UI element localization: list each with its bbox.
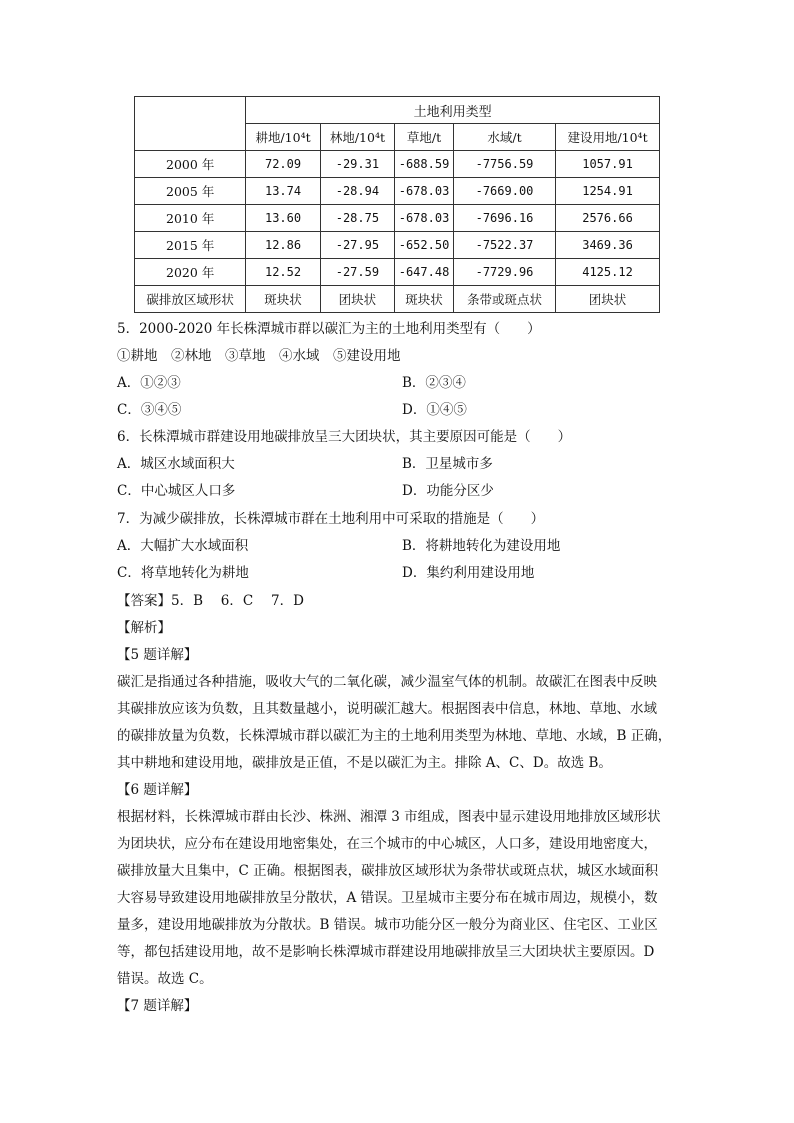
carbon-emission-table	[134, 96, 660, 313]
table-cell: -7669.00	[453, 178, 555, 205]
table-row	[135, 259, 660, 286]
paragraph-line: 等，都包括建设用地，故不是影响长株潭城市群建设用地碳排放呈三大团块状主要原因。D	[117, 944, 655, 960]
table-cell: 斑块状	[246, 286, 320, 313]
column-header: 草地/t	[395, 124, 454, 151]
detail-5-paragraph	[117, 669, 687, 1020]
table-cell: -28.94	[320, 178, 394, 205]
question-6	[117, 424, 687, 505]
table-cell: 条带或斑点状	[453, 286, 555, 313]
column-header: 林地/10⁴t	[320, 124, 394, 151]
table-cell: -7522.37	[453, 232, 555, 259]
question-stem: 6．长株潭城市群建设用地碳排放呈三大团块状，其主要原因可能是（ ）	[117, 429, 572, 445]
option-a[interactable]: A．城区水域面积大	[117, 456, 235, 472]
detail-7-label: 【7 题详解】	[117, 998, 198, 1014]
detail-5-label: 【5 题详解】	[117, 647, 198, 663]
option-c[interactable]: C．③④⑤	[117, 402, 182, 418]
option-c[interactable]: C．将草地转化为耕地	[117, 565, 249, 581]
question-items: ①耕地 ②林地 ③草地 ④水域 ⑤建设用地	[117, 348, 401, 364]
table-cell: -7729.96	[453, 259, 555, 286]
table-cell: -678.03	[395, 205, 454, 232]
table-row	[135, 232, 660, 259]
table-cell: -647.48	[395, 259, 454, 286]
question-5	[117, 316, 687, 424]
column-header: 建设用地/10⁴t	[556, 124, 660, 151]
option-b[interactable]: B．卫星城市多	[402, 456, 493, 472]
row-label: 2010 年	[135, 205, 246, 232]
row-label: 2015 年	[135, 232, 246, 259]
table-cell: -7696.16	[453, 205, 555, 232]
table-cell: 12.86	[246, 232, 320, 259]
table-cell: 2576.66	[556, 205, 660, 232]
answer-line: 【答案】5．B 6．C 7．D	[117, 593, 304, 609]
option-a[interactable]: A．大幅扩大水域面积	[117, 538, 249, 554]
option-b[interactable]: B．②③④	[402, 375, 466, 391]
paragraph-line: 碳汇是指通过各种措施，吸收大气的二氧化碳，减少温室气体的机制。故碳汇在图表中反映	[117, 674, 657, 690]
paragraph-line: 的碳排放量为负数，长株潭城市群以碳汇为主的土地利用类型为林地、草地、水域，B 正确，	[117, 728, 672, 744]
row-label: 2020 年	[135, 259, 246, 286]
paragraph-line: 错误。故选 C。	[117, 971, 213, 987]
row-label: 2000 年	[135, 151, 246, 178]
option-d[interactable]: D．功能分区少	[402, 483, 494, 499]
paragraph-line: 其碳排放应该为负数，且其数量越小，说明碳汇越大。根据图表中信息，林地、草地、水域	[117, 701, 657, 717]
paragraph-line: 其中耕地和建设用地，碳排放是正值，不是以碳汇为主。排除 A、C、D。故选 B。	[117, 755, 612, 771]
table-cell: -28.75	[320, 205, 394, 232]
table-cell: -7756.59	[453, 151, 555, 178]
option-c[interactable]: C．中心城区人口多	[117, 483, 236, 499]
table-cell: -29.31	[320, 151, 394, 178]
question-stem: 7．为减少碳排放，长株潭城市群在土地利用中可采取的措施是（ ）	[117, 511, 545, 527]
option-d[interactable]: D．集约利用建设用地	[402, 565, 535, 581]
table-cell: 72.09	[246, 151, 320, 178]
column-header: 水域/t	[453, 124, 555, 151]
row-label: 碳排放区域形状	[135, 286, 246, 313]
table-cell: -688.59	[395, 151, 454, 178]
table-group-header: 土地利用类型	[246, 97, 660, 124]
table-cell: -652.50	[395, 232, 454, 259]
paragraph-line: 为团块状，应分布在建设用地密集处，在三个城市的中心城区，人口多，建设用地密度大，	[117, 836, 657, 852]
option-b[interactable]: B．将耕地转化为建设用地	[402, 538, 561, 554]
question-7	[117, 506, 687, 587]
table-cell: 1254.91	[556, 178, 660, 205]
table-cell: -27.95	[320, 232, 394, 259]
table-cell: 团块状	[556, 286, 660, 313]
analysis-label: 【解析】	[117, 620, 171, 636]
table-row-shape	[135, 286, 660, 313]
paragraph-line: 大容易导致建设用地碳排放呈分散状，A 错误。卫星城市主要分布在城市周边，规模小，数	[117, 890, 658, 906]
answer-section	[117, 588, 687, 669]
table-cell: 13.60	[246, 205, 320, 232]
paragraph-line: 碳排放量大且集中，C 正确。根据图表，碳排放区域形状为条带状或斑点状，城区水域面积	[117, 863, 659, 879]
table-cell: 团块状	[320, 286, 394, 313]
table-cell: 13.74	[246, 178, 320, 205]
table-cell: 斑块状	[395, 286, 454, 313]
table-cell: 3469.36	[556, 232, 660, 259]
table-row	[135, 151, 660, 178]
paragraph-line: 根据材料，长株潭城市群由长沙、株洲、湘潭 3 市组成，图表中显示建设用地排放区域形状	[117, 809, 661, 825]
paragraph-line: 量多，建设用地碳排放为分散状。B 错误。城市功能分区一般分为商业区、住宅区、工业区	[117, 917, 658, 933]
column-header: 耕地/10⁴t	[246, 124, 320, 151]
table-cell: 1057.91	[556, 151, 660, 178]
table-cell: 4125.12	[556, 259, 660, 286]
table-corner-cell	[135, 97, 246, 151]
row-label: 2005 年	[135, 178, 246, 205]
table-cell: 12.52	[246, 259, 320, 286]
option-a[interactable]: A．①②③	[117, 375, 181, 391]
question-stem: 5．2000-2020 年长株潭城市群以碳汇为主的土地利用类型有（ ）	[117, 321, 541, 337]
table-row	[135, 178, 660, 205]
table-cell: -27.59	[320, 259, 394, 286]
table-row	[135, 205, 660, 232]
option-d[interactable]: D．①④⑤	[402, 402, 467, 418]
detail-6-label: 【6 题详解】	[117, 782, 198, 798]
table-cell: -678.03	[395, 178, 454, 205]
